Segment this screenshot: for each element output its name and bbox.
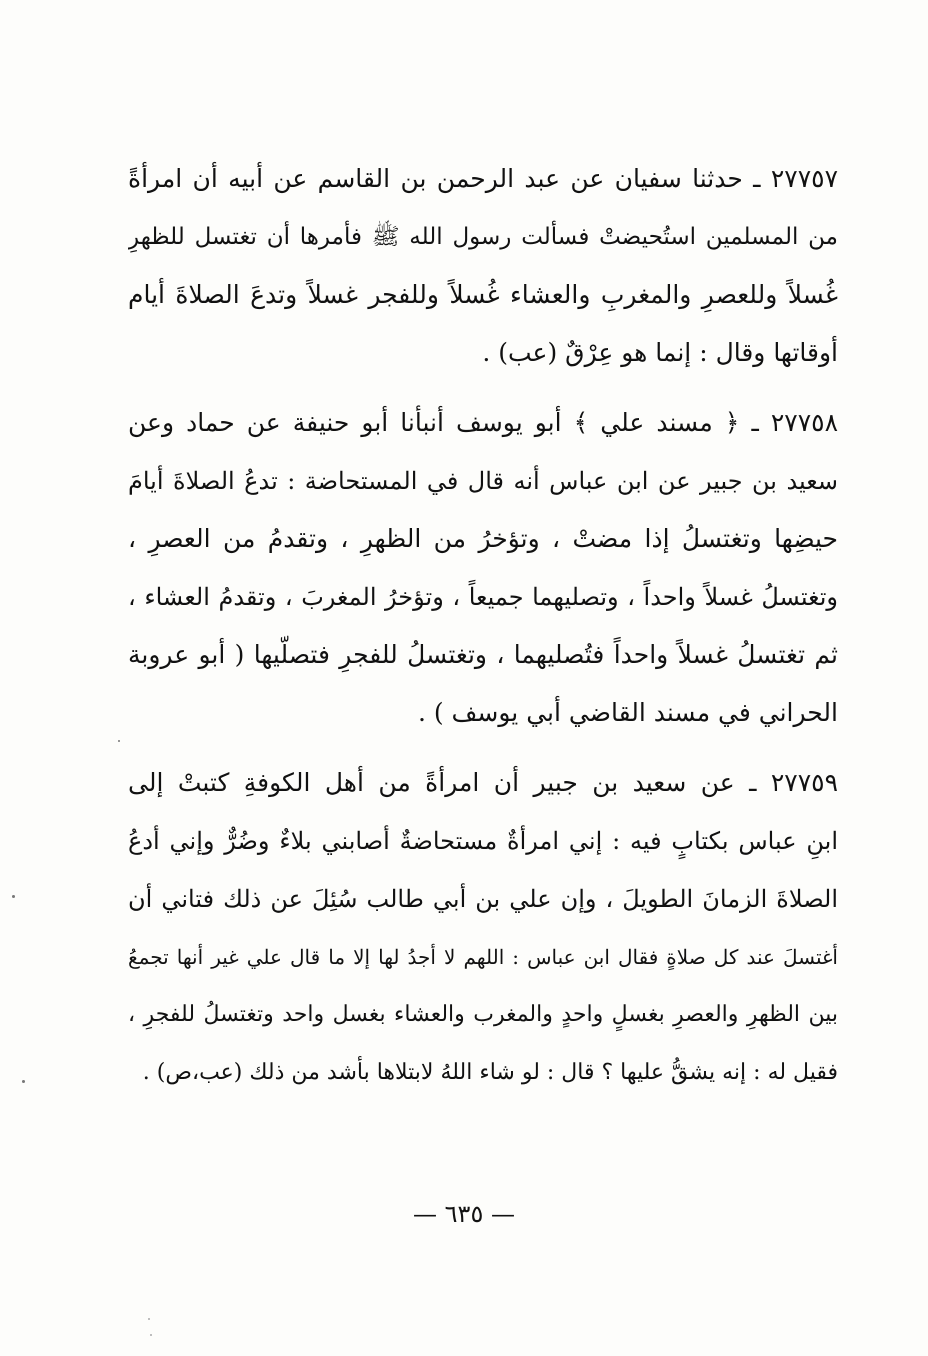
text-line: فقيل له : إنه يشقُّ عليها ؟ قال : لو شاء اللهُ لابتلاها بأشد من ذلك (عب،ص) . — [142, 1060, 838, 1085]
hadith-paragraph-27758 — [128, 394, 838, 742]
page-number: — ٦٣٥ — — [413, 1200, 515, 1228]
hadith-text-block — [128, 150, 838, 1102]
text-line: ٢٧٧٥٩ ـ عن سعيد بن جبير أن امرأةً من أهل الكوفةِ كتبتْ إلى — [128, 768, 838, 797]
scan-speck — [22, 1080, 25, 1083]
text-line: حيضِها وتغتسلُ إذا مضتْ ، وتؤخرُ من الظهرِ ، وتقدمُ من العصرِ ، — [128, 524, 838, 553]
text-line: ابنِ عباس بكتابٍ فيه : إني امرأةٌ مستحاضةٌ أصابني بلاءٌ وضُرٌّ وإني أدعُ — [128, 827, 838, 855]
scan-speck — [118, 740, 120, 742]
scan-speck — [150, 1334, 152, 1336]
text-line: أغتسلَ عند كل صلاةٍ فقال ابن عباس : اللهم لا أجدُ لها إلا ما قال علي غير أنها تجمعُ — [128, 945, 838, 969]
text-line: وتغتسلُ غسلاً واحداً ، وتصليهما جميعاً ، وتؤخرُ المغربَ ، وتقدمُ العشاء ، — [128, 583, 838, 611]
text-line: من المسلمين استُحيضتْ فسألت رسول الله ﷺ فأمرها أن تغتسل للظهرِ — [128, 224, 838, 250]
paragraph-gap — [128, 742, 838, 754]
text-line: الصلاةَ الزمانَ الطويلَ ، وإن علي بن أبي طالب سُئِلَ عن ذلك فتاني أن — [128, 885, 838, 913]
text-line: غُسلاً وللعصرِ والمغربِ والعشاء غُسلاً وللفجر غسلاً وتدعَ الصلاةَ أيام — [128, 280, 838, 309]
text-line: الحراني في مسند القاضي أبي يوسف ) . — [417, 698, 838, 727]
text-line: ٢٧٧٥٧ ـ حدثنا سفيان عن عبد الرحمن بن القاسم عن أبيه أن امرأةً — [128, 164, 838, 193]
text-line: بين الظهرِ والعصرِ بغسلٍ واحدٍ والمغرب والعشاء بغسل واحد وتغتسلُ للفجرِ ، — [128, 1002, 838, 1027]
text-line: أوقاتها وقال : إنما هو عِرْقٌ (عب) . — [482, 338, 838, 367]
hadith-paragraph-27759 — [128, 754, 838, 1102]
paragraph-gap — [128, 382, 838, 394]
scan-speck — [148, 1318, 150, 1320]
text-line: ثم تغتسلُ غسلاً واحداً فتُصليهما ، وتغتسلُ للفجرِ فتصلّيها ( أبو عروبة — [128, 640, 838, 669]
hadith-paragraph-27757 — [128, 150, 838, 382]
text-line: سعيد بن جبير عن ابن عباس أنه قال في المستحاضة : تدعُ الصلاةَ أيامَ — [128, 467, 838, 495]
scan-speck — [12, 895, 15, 898]
text-line: ٢٧٧٥٨ ـ ﴿ مسند علي ﴾ أبو يوسف أنبأنا أبو حنيفة عن حماد وعن — [128, 408, 838, 437]
